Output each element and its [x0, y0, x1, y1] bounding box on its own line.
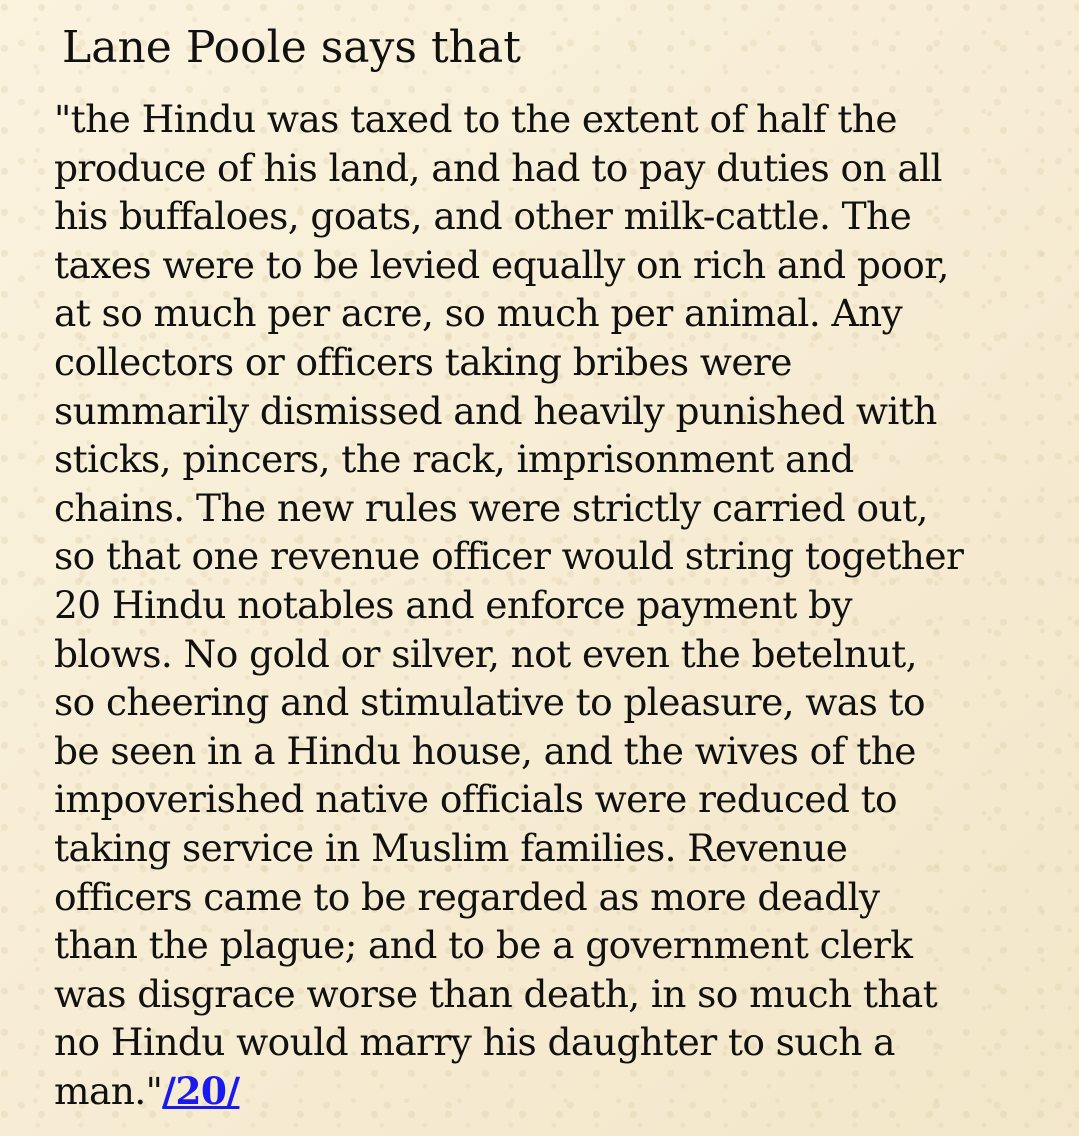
- quote-line: impoverished native officials were reduced to: [54, 777, 898, 822]
- quote-line: collectors or officers taking bribes were: [54, 339, 792, 384]
- quote-line: officers came to be regarded as more deadly: [54, 874, 880, 919]
- quote-line: blows. No gold or silver, not even the betelnut,: [54, 631, 917, 676]
- quote-line: 20 Hindu notables and enforce payment by: [54, 582, 852, 627]
- quote-line: "the Hindu was taxed to the extent of half the: [54, 97, 897, 141]
- footnote-reference-link[interactable]: /20/: [162, 1068, 240, 1113]
- quotation-block: [54, 95, 1074, 1115]
- quote-line: be seen in a Hindu house, and the wives of the: [54, 728, 916, 773]
- quote-line: no Hindu would marry his daughter to such a: [54, 1020, 895, 1065]
- quote-line-end: man.": [54, 1068, 163, 1113]
- quote-last-line: [54, 1067, 1074, 1116]
- heading-intro: Lane Poole says that: [62, 22, 521, 73]
- quote-line: taking service in Muslim families. Revenue: [54, 825, 848, 870]
- quote-line: taxes were to be levied equally on rich and poor,: [54, 242, 949, 287]
- quote-line: was disgrace worse than death, in so much that: [54, 971, 938, 1016]
- quote-line: so that one revenue officer would string together: [54, 534, 964, 579]
- quote-line: produce of his land, and had to pay duties on all: [54, 145, 942, 190]
- quote-line: than the plague; and to be a government clerk: [54, 923, 913, 968]
- quote-line: chains. The new rules were strictly carried out,: [54, 485, 928, 530]
- quote-line: summarily dismissed and heavily punished with: [54, 388, 937, 433]
- quote-line: his buffaloes, goats, and other milk-cattle. The: [54, 194, 912, 239]
- quote-line: sticks, pincers, the rack, imprisonment and: [54, 437, 854, 482]
- quote-line: so cheering and stimulative to pleasure, was to: [54, 680, 925, 725]
- quote-line: at so much per acre, so much per animal. Any: [54, 291, 903, 336]
